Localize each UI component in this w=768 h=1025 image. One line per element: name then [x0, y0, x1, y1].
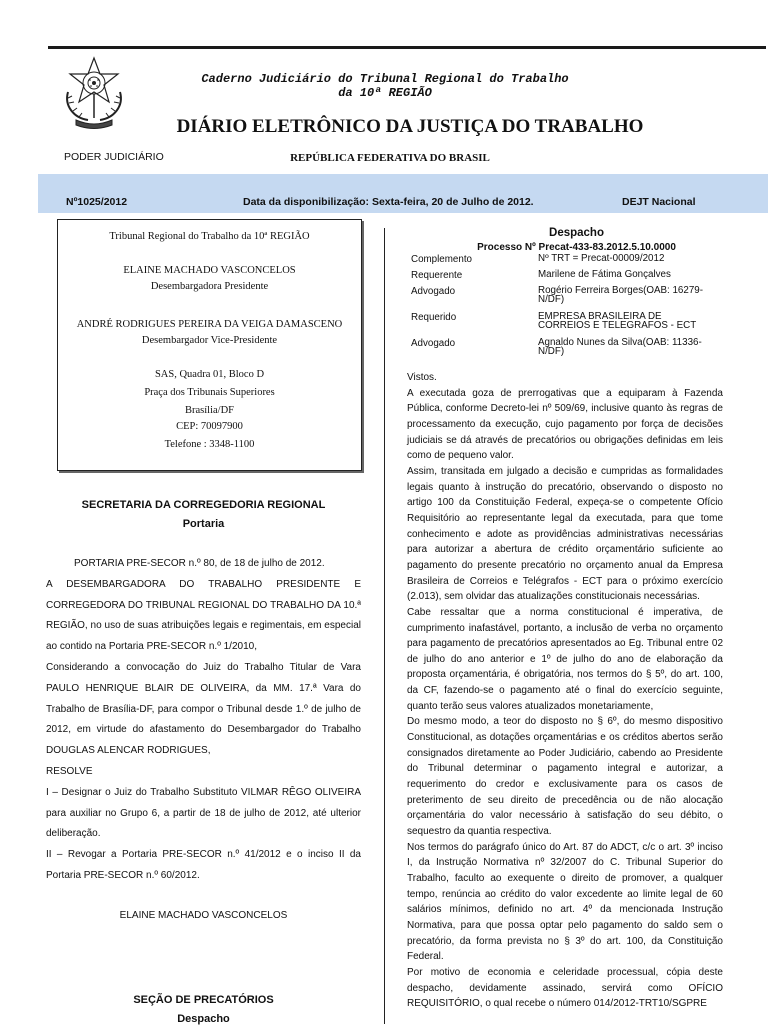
meta-key: Requerido [411, 312, 457, 323]
portaria-paragraph: PORTARIA PRE-SECOR n.º 80, de 18 de julho de 2012. [74, 558, 325, 569]
meta-value: Agnaldo Nunes da Silva(OAB: 11336-N/DF) [538, 337, 702, 357]
despacho-paragraph: Vistos. [407, 372, 437, 383]
portaria-paragraph: A DESEMBARGADORA DO TRABALHO PRESIDENTE E CORREGEDORA DO TRIBUNAL REGIONAL DO TRABALHO DA 10.ª REGIÃO, no uso de suas atribuições legais e regimentais, em especial ao contido na Portaria PRE-SECOR n.º 1/2010, [46, 578, 361, 653]
vice-name: ANDRÉ RODRIGUES PEREIRA DA VEIGA DAMASCENO [76, 319, 343, 330]
caderno-line-2: da 10ª REGIÃO [338, 86, 432, 100]
despacho-paragraph: Nos termos do parágrafo único do Art. 87 do ADCT, c/c o art. 3º inciso I, da Instrução Normativa nº 32/2007 do C. Tribunal Superior do Trabalho, faculto ao exequente o direito de promover, a qualquer tempo, renúncia ao crédito do valor excedente ao limite legal de 60 salários mínimos, definido no art. 4º da mencionada Instrução Normativa, para que possa optar pelo pagamento do saldo sem o precatório, da forma prevista no § 3º do art. 100, da Constituição Federal. [407, 841, 723, 963]
presidente-name: ELAINE MACHADO VASCONCELOS [123, 265, 296, 276]
tribunal-info-box [57, 219, 362, 471]
portaria-paragraph: RESOLVE [46, 765, 93, 777]
tribunal-name: Tribunal Regional do Trabalho da 10ª REGIÃO [109, 231, 310, 242]
meta-key: Complemento [411, 254, 472, 265]
address-city: Brasília/DF [185, 405, 234, 416]
meta-key: Advogado [411, 338, 456, 349]
presidente-cargo: Desembargadora Presidente [150, 281, 269, 292]
section-subtitle-portaria: Portaria [182, 518, 225, 530]
despacho-title: Despacho [549, 227, 604, 239]
portaria-paragraph: Considerando a convocação do Juiz do Trabalho Titular de Vara PAULO HENRIQUE BLAIR DE OLIVEIRA, da MM. 17.ª Vara do Trabalho de Brasília-DF, para compor o Tribunal desde 1.º de julho de 2012, em virtude do afastamento do Desembargador do Trabalho DOUGLAS ALENCAR RODRIGUES, [46, 661, 361, 757]
meta-value: Rogério Ferreira Borges(OAB: 16279-N/DF) [538, 285, 703, 305]
meta-value: Nº TRT = Precat-00009/2012 [538, 253, 665, 264]
column-divider [384, 228, 385, 1024]
portaria-paragraph: I – Designar o Juiz do Trabalho Substituto VILMAR RÊGO OLIVEIRA para auxiliar no Grupo 6, a partir de 18 de julho de 2012, até ulterior deliberação. [46, 786, 361, 840]
diario-title: DIÁRIO ELETRÔNICO DA JUSTIÇA DO TRABALHO [176, 116, 644, 137]
portaria-paragraph: II – Revogar a Portaria PRE-SECOR n.º 41/2012 e o inciso II da Portaria PRE-SECOR n.º 60/2012. [46, 849, 361, 881]
meta-key: Advogado [411, 286, 456, 297]
address-cep: CEP: 70097900 [176, 421, 243, 432]
address-line-2: Praça dos Tribunais Superiores [144, 387, 275, 398]
despacho-paragraph: Por motivo de economia e celeridade processual, cópia deste despacho, devidamente assinado, servirá como OFÍCIO REQUISITÓRIO, o qual recebe o número 014/2012-TRT10/SGPRE [407, 966, 723, 1010]
header-top-rule [48, 46, 766, 49]
dejt-label: DEJT Nacional [622, 196, 696, 208]
portaria-signature: ELAINE MACHADO VASCONCELOS [119, 910, 288, 921]
meta-value: EMPRESA BRASILEIRA DE CORREIOS E TELEGRAFOS - ECT [538, 311, 697, 331]
caderno-line-1: Caderno Judiciário do Tribunal Regional do Trabalho [201, 72, 569, 86]
portaria-body [46, 554, 361, 887]
despacho-paragraph: Do mesmo modo, a teor do disposto no § 6º, do mesmo dispositivo Constitucional, as dotações orçamentárias e os créditos abertos serão consignados diretamente ao Poder Judiciário, cabendo ao Presidente do Tribunal determinar o pagamento integral e autorizar, a requerimento do credor e exclusivamente para os casos de preterimento de seu direito de precedência ou de não alocação orçamentária do valor necessário à satisfação do seu débito, o sequestro da quantia respectiva. [407, 716, 723, 838]
address-phone: Telefone : 3348-1100 [164, 439, 255, 450]
vice-cargo: Desembargador Vice-Presidente [141, 335, 278, 346]
despacho-paragraph: A executada goza de prerrogativas que a equiparam à Fazenda Pública, conforme Decreto-lei nº 509/69, inclusive quanto às regras de processamento da execução, cujo pagamento por força de decisões judiciais se dá através de precatórios ou obrigações definidas em leis como de pequeno valor. [407, 387, 723, 462]
processo-meta [411, 254, 716, 364]
caderno-title [140, 72, 630, 100]
republica-title: REPÚBLICA FEDERATIVA DO BRASIL [290, 152, 490, 164]
section-title-precatorios: SEÇÃO DE PRECATÓRIOS [133, 994, 274, 1006]
section-title-corregedoria: SECRETARIA DA CORREGEDORIA REGIONAL [81, 499, 326, 511]
despacho-paragraph: Cabe ressaltar que a norma constitucional é imperativa, de cumprimento inafastável, portanto, a inclusão de verba no orçamento para pagamento de precatórios apresentados ao Eg. Tribunal entre 02 de julho do ano anterior e 1º de julho do ano de elaboração da proposta orçamentária, é obrigatória, nos termos do § 5º, do art. 100, da CF, fazendo-se o pagamento até o final do exercício seguinte, quanto terão seus valores atualizados monetariamente, [407, 606, 723, 712]
availability-date: Data da disponibilização: Sexta-feira, 20 de Julho de 2012. [243, 196, 534, 208]
processo-number: Processo Nº Precat-433-83.2012.5.10.0000 [477, 242, 676, 253]
edition-number: Nº1025/2012 [66, 196, 128, 208]
meta-value: Marilene de Fátima Gonçalves [538, 269, 671, 280]
despacho-body [407, 370, 723, 1012]
despacho-paragraph: Assim, transitada em julgado a decisão e cumpridas as formalidades legais quanto à instrução do precatório, observando o disposto no artigo 100 da Constituição Federal, expeça-se o competente Ofício Requisitório ao representante legal da executada, para que tome conhecimento e adote as providências administrativas necessárias para autorizar a abertura de crédito orçamentário suficiente ao pagamento do presente precatório no orçamento anual da Empresa Brasileira de Correios e Telégrafos - ECT para o próximo exercício (2.013), sem olvidar das atualizações constitucionais necessárias. [407, 465, 723, 603]
poder-judiciario: PODER JUDICIÁRIO [64, 151, 164, 163]
address-line-1: SAS, Quadra 01, Bloco D [154, 369, 265, 380]
meta-key: Requerente [411, 270, 463, 281]
section-subtitle-despacho: Despacho [177, 1013, 230, 1025]
